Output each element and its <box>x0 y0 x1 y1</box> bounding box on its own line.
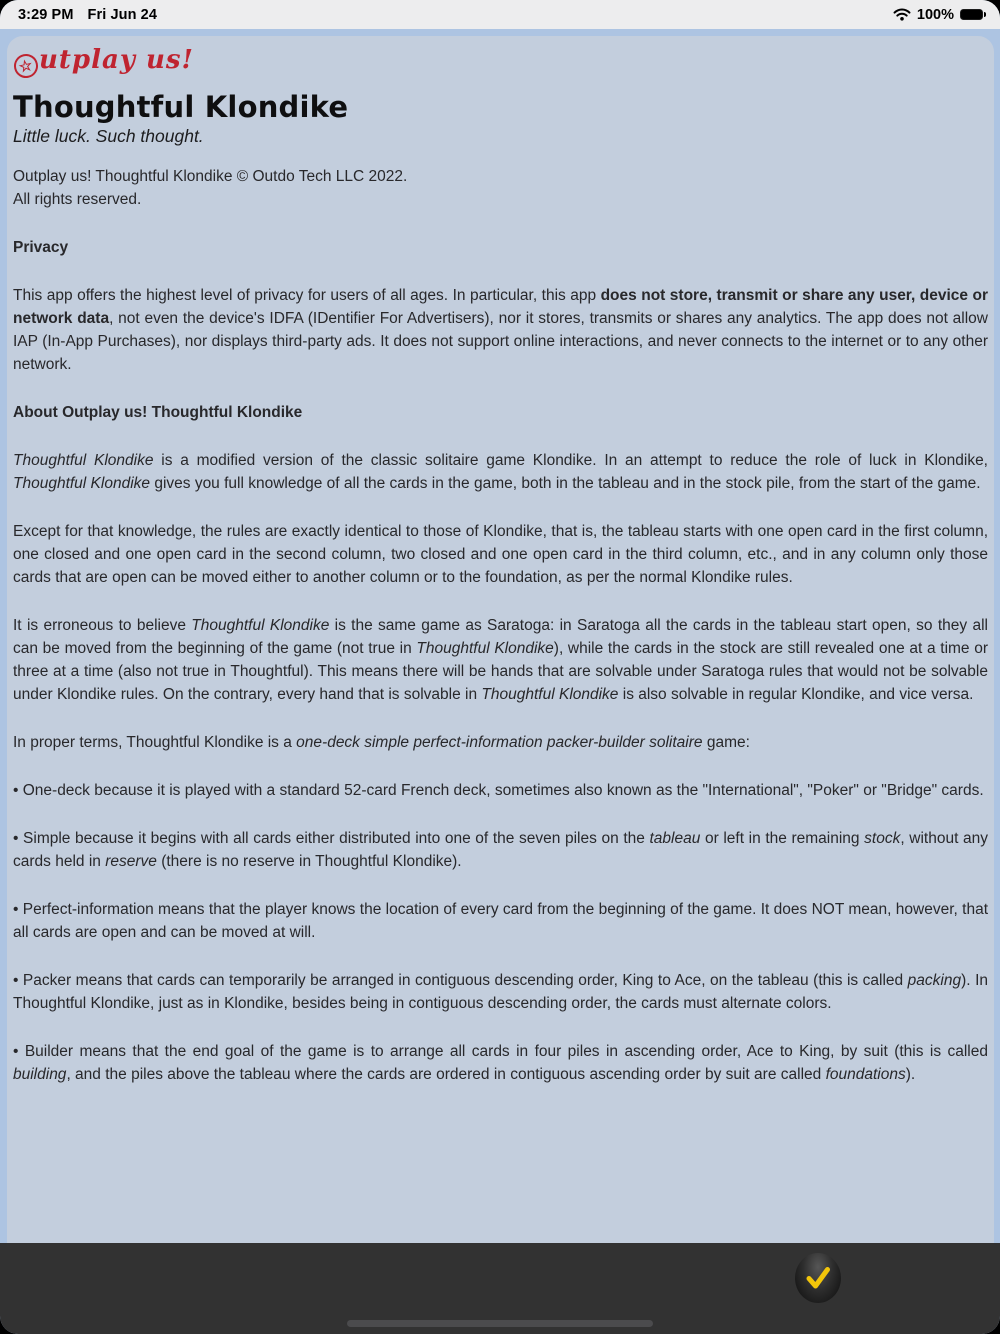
about-document[interactable] <box>7 36 994 1243</box>
bottom-toolbar <box>0 1243 1000 1334</box>
home-indicator[interactable] <box>347 1320 653 1327</box>
logo-text: utplay us! <box>39 45 194 75</box>
star-icon: ☆ <box>12 51 40 79</box>
paragraph: • Builder means that the end goal of the game is to arrange all cards in four piles in ascending order, Ace to King, by suit (this is called building, and the piles above the tableau where the cards are ordered in contiguous ascending order by suit are called foundations). <box>13 1042 988 1083</box>
status-bar-left <box>18 7 157 23</box>
paragraph: This app offers the highest level of privacy for users of all ages. In particular, this app does not store, transmit or share any user, device or network data, not even the device's IDFA (IDentifier For Advertisers), nor it stores, transmits or shares any analytics. The app does not allow IAP (In-App Purchases), nor displays third-party ads. It does not support online interactions, and never connects to the internet or to any other network. <box>13 286 988 373</box>
paragraph: • One-deck because it is played with a standard 52-card French deck, sometimes also known as the "International", "Poker" or "Bridge" cards. <box>13 781 984 799</box>
app-background <box>0 29 1000 1243</box>
paragraph: • Perfect-information means that the player knows the location of every card from the beginning of the game. It does NOT mean, however, that all cards are open and can be moved at will. <box>13 900 988 941</box>
tagline: Little luck. Such thought. <box>13 125 204 146</box>
page-title: Thoughtful Klondike <box>13 89 349 124</box>
paragraph: • Packer means that cards can temporarily be arranged in contiguous descending order, King to Ace, on the tableau (this is called packing). In Thoughtful Klondike, just as in Klondike, besides being in contiguous descending order, the cards must alternate colors. <box>13 971 988 1012</box>
battery-icon <box>960 9 986 20</box>
section-heading: About Outplay us! Thoughtful Klondike <box>13 403 303 421</box>
paragraph: • Simple because it begins with all cards either distributed into one of the seven piles on the tableau or left in the remaining stock, without any cards held in reserve (there is no reserve in Thoughtful Klondike). <box>13 829 988 870</box>
checkmark-icon <box>802 1262 834 1294</box>
confirm-button[interactable] <box>795 1253 841 1303</box>
status-bar <box>0 0 1000 29</box>
section-heading: Privacy <box>13 238 69 256</box>
status-bar-right <box>893 7 986 23</box>
paragraph: Thoughtful Klondike is a modified version of the classic solitaire game Klondike. In an attempt to reduce the role of luck in Klondike, Thoughtful Klondike gives you full knowledge of all the cards in the game, both in the tableau and in the stock pile, from the start of the game. <box>13 451 988 492</box>
outplay-logo <box>14 45 990 78</box>
paragraph: It is erroneous to believe Thoughtful Klondike is the same game as Saratoga: in Saratoga all the cards in the tableau start open, so they all can be moved from the beginning of the game (not true in Thoughtful Klondike), while the cards in the stock are still revealed one at a time or three at a time (also not true in Thoughtful). This means there will be hands that are solvable under Saratoga rules that would not be solvable under Klondike rules. On the contrary, every hand that is solvable in Thoughtful Klondike is also solvable in regular Klondike, and vice versa. <box>13 616 989 703</box>
wifi-icon <box>893 8 911 21</box>
status-time: 3:29 PM <box>18 6 74 23</box>
paragraph: In proper terms, Thoughtful Klondike is a one-deck simple perfect-information packer-builder solitaire game: <box>13 733 750 751</box>
paragraph: Outplay us! Thoughtful Klondike © Outdo Tech LLC 2022. All rights reserved. <box>13 167 408 208</box>
document-body <box>13 165 988 1086</box>
status-date: Fri Jun 24 <box>87 6 157 23</box>
paragraph: Except for that knowledge, the rules are exactly identical to those of Klondike, that is, the tableau starts with one open card in the first column, one closed and one open card in the second column, two closed and one open card in the third column, etc., and in any column only those cards that are open can be moved either to another column or to the foundation, as per the normal Klondike rules. <box>13 522 988 586</box>
battery-percent: 100% <box>916 6 954 23</box>
